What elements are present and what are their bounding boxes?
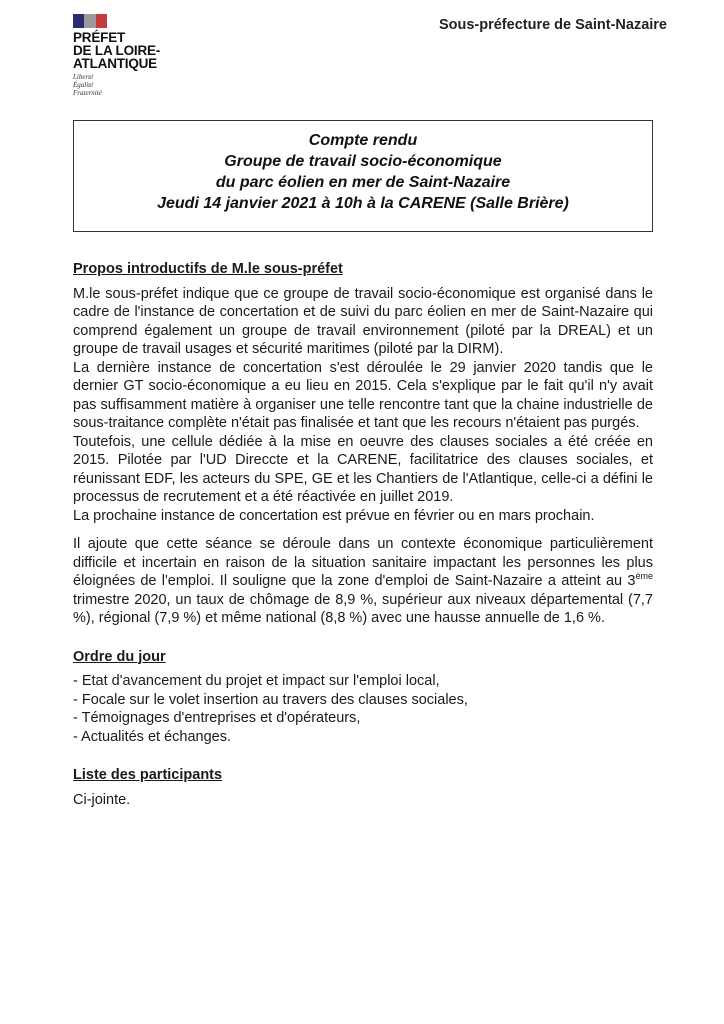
list-item: - Focale sur le volet insertion au travers des clauses sociales, bbox=[73, 691, 468, 708]
list-item: - Etat d'avancement du projet et impact sur l'emploi local, bbox=[73, 673, 440, 689]
section-heading-intro: Propos introductifs de M.le sous-préfet bbox=[73, 261, 343, 277]
paragraph: Il ajoute que cette séance se déroule dans un contexte économique particulièrement difficile et incertain en raison de la situation sanitaire impactant les personnes les plus éloignées de l'emploi. Il souligne que la zone d'emploi de Saint-Nazaire a atteint au 3ème trimestre 2020, un taux de chômage de 8,9 %, supérieur aux niveaux départemental (7,7 %), régional (7,9 %) et même national (8,8 %) avec une hausse annuelle de 1,6 %. bbox=[73, 536, 653, 626]
title-line: du parc éolien en mer de Saint-Nazaire bbox=[215, 174, 511, 191]
document-body bbox=[73, 260, 653, 809]
marianne-emblem-icon bbox=[73, 14, 107, 28]
office-name: Sous-préfecture de Saint-Nazaire bbox=[438, 17, 667, 33]
title-line: Jeudi 14 janvier 2021 à 10h à la CARENE (Salle Brière) bbox=[157, 195, 569, 212]
prefecture-logo bbox=[73, 14, 183, 97]
paragraph: La prochaine instance de concertation est prévue en février ou en mars prochain. bbox=[73, 507, 595, 524]
participants-note: Ci-jointe. bbox=[73, 791, 131, 808]
section-heading-participants: Liste des participants bbox=[73, 767, 223, 783]
paragraph: Toutefois, une cellule dédiée à la mise en oeuvre des clauses sociales a été créée en 2015. Pilotée par l'UD Direccte et la CARENE, facilitatrice des clauses sociales, et réunissant EDF, les acteurs du SPE, GE et les Chantiers de l'Atlantique, celle-ci a défini le processus de recrutement et a été réactivée en juillet 2019. bbox=[73, 433, 653, 505]
list-item: - Actualités et échanges. bbox=[73, 728, 231, 745]
section-heading-agenda: Ordre du jour bbox=[73, 648, 166, 665]
title-line: Compte rendu bbox=[308, 132, 418, 149]
paragraph: La dernière instance de concertation s'est déroulée le 29 janvier 2020 tandis que le dernier GT socio-économique a eu lieu en 2015. Cela s'explique par le fait qu'il n'y avait pas suffisamment matière à organiser une telle rencontre tant que la chaine industrielle de sous-traitance complète n'était pas finalisée et tant que les recours n'étaient pas purgés. bbox=[73, 359, 653, 431]
paragraph: M.le sous-préfet indique que ce groupe de travail socio-économique est organisé dans le cadre de l'instance de concertation et de suivi du parc éolien en mer de Saint-Nazaire qui comprend également un groupe de travail environnement (piloté par la DREAL) et un groupe de travail usages et sécurité maritimes (piloté par la DIRM). bbox=[73, 285, 653, 357]
republic-motto: Liberté Égalité Fraternité bbox=[73, 73, 102, 97]
title-line: Groupe de travail socio-économique bbox=[224, 153, 502, 170]
list-item: - Témoignages d'entreprises et d'opérateurs, bbox=[73, 710, 361, 726]
prefecture-name: PRÉFET DE LA LOIRE- ATLANTIQUE bbox=[73, 30, 161, 71]
document-title-box bbox=[73, 120, 653, 232]
agenda-list bbox=[73, 672, 653, 746]
